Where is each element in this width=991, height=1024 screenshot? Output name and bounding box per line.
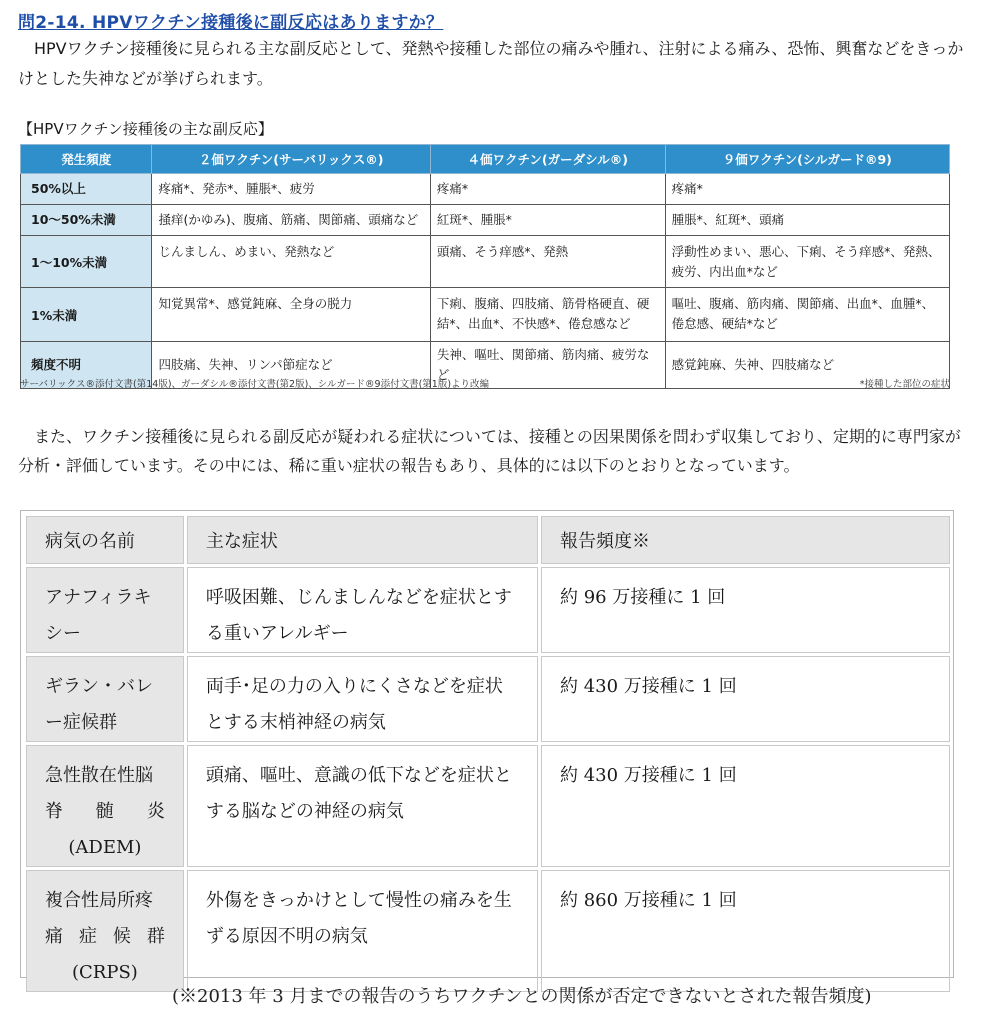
injection-site-note: *接種した部位の症状 xyxy=(859,379,950,390)
disease-symptom: 呼吸困難、じんましんなどを症状とする重いアレルギー xyxy=(187,567,538,653)
bivalent-cell: 疼痛*、発赤*、腫脹*、疲労 xyxy=(152,174,430,205)
table-row xyxy=(26,870,950,992)
bivalent-cell: 四肢痛、失神、リンパ節症など xyxy=(152,342,430,389)
header-quadrivalent: ４価ワクチン(ガーダシル®) xyxy=(430,145,665,174)
table-row xyxy=(21,236,950,288)
header-bivalent: ２価ワクチン(サーバリックス®) xyxy=(152,145,430,174)
disease-name: ギラン・バレー症候群 xyxy=(26,656,184,742)
disease-symptom: 両手･足の力の入りにくさなどを症状とする末梢神経の病気 xyxy=(187,656,538,742)
frequency-footnote: (※2013 年 3 月までの報告のうちワクチンとの関係が否定できないとされた報告頻度) xyxy=(172,986,872,1007)
quadrivalent-cell: 紅斑*、腫脹* xyxy=(430,205,665,236)
table-row xyxy=(26,567,950,653)
quadrivalent-cell: 頭痛、そう痒感*、発熱 xyxy=(430,236,665,288)
nonavalent-cell: 疼痛* xyxy=(665,174,949,205)
name-char: 痛 xyxy=(45,926,63,947)
header-report-frequency: 報告頻度※ xyxy=(541,516,950,564)
nonavalent-cell: 浮動性めまい、悪心、下痢、そう痒感*、発熱、疲労、内出血*など xyxy=(665,236,949,288)
disease-frequency: 約 860 万接種に 1 回 xyxy=(541,870,950,992)
bivalent-cell: じんましん、めまい、発熱など xyxy=(152,236,430,288)
quadrivalent-cell: 下痢、腹痛、四肢痛、筋骨格硬直、硬結*、出血*、不快感*、倦怠感など xyxy=(430,288,665,342)
header-main-symptoms: 主な症状 xyxy=(187,516,538,564)
name-char: 群 xyxy=(146,926,165,947)
nonavalent-cell: 腫脹*、紅斑*、頭痛 xyxy=(665,205,949,236)
nonavalent-cell: 嘔吐、腹痛、筋肉痛、関節痛、出血*、血腫*、倦怠感、硬結*など xyxy=(665,288,949,342)
disease-name: アナフィラキシー xyxy=(26,567,184,653)
disease-abbreviation: (CRPS) xyxy=(72,962,138,983)
disease-abbreviation: (ADEM) xyxy=(68,837,142,858)
side-effects-table-title: 【HPVワクチン接種後の主な副反応】 xyxy=(18,120,273,138)
disease-name xyxy=(26,745,184,867)
table-row xyxy=(21,174,950,205)
bivalent-cell: 知覚異常*、感覚鈍麻、全身の脱力 xyxy=(152,288,430,342)
disease-frequency: 約 96 万接種に 1 回 xyxy=(541,567,950,653)
disease-table xyxy=(23,513,953,995)
disease-table-frame xyxy=(20,510,954,983)
question-title: 問2-14. HPVワクチン接種後に副反応はありますか？ xyxy=(18,13,444,33)
name-char: 脊 xyxy=(45,801,63,822)
disease-name-spaced-line xyxy=(45,919,165,955)
name-char: 候 xyxy=(112,926,131,947)
quadrivalent-cell: 疼痛* xyxy=(430,174,665,205)
name-char: 炎 xyxy=(146,801,165,822)
header-frequency: 発生頻度 xyxy=(21,145,152,174)
frequency-label: 1～10%未満 xyxy=(21,236,152,288)
table-row xyxy=(26,656,950,742)
table-source-note: サーバリックス®添付文書(第14版)、ガーダシル®添付文書(第2版)、シルガード®9添付文書(第1版)より改編 xyxy=(20,379,490,390)
surveillance-paragraph: また、ワクチン接種後に見られる副反応が疑われる症状については、接種との因果関係を問わず収集しており、定期的に専門家が分析・評価しています。その中には、稀に重い症状の報告もあり、具体的には以下のとおりとなっています。 xyxy=(18,427,961,475)
side-effects-table xyxy=(20,144,950,389)
disease-name-line: 急性散在性脳 xyxy=(45,765,153,786)
table-row xyxy=(21,288,950,342)
header-nonavalent: ９価ワクチン(シルガード®9) xyxy=(665,145,949,174)
header-disease-name: 病気の名前 xyxy=(26,516,184,564)
table-row xyxy=(21,205,950,236)
nonavalent-cell: 感覚鈍麻、失神、四肢痛など xyxy=(665,342,949,389)
table-row xyxy=(26,745,950,867)
quadrivalent-cell: 失神、嘔吐、関節痛、筋肉痛、疲労など xyxy=(430,342,665,389)
intro-paragraph: HPVワクチン接種後に見られる主な副反応として、発熱や接種した部位の痛みや腫れ、注射による痛み、恐怖、興奮などをきっかけとした失神などが挙げられます。 xyxy=(18,39,964,88)
frequency-label: 10～50%未満 xyxy=(21,205,152,236)
frequency-label: 50%以上 xyxy=(21,174,152,205)
disease-name-spaced-line xyxy=(45,794,165,830)
frequency-label: 頻度不明 xyxy=(21,342,152,389)
disease-header-row xyxy=(26,516,950,564)
frequency-label: 1%未満 xyxy=(21,288,152,342)
disease-name xyxy=(26,870,184,992)
side-effects-header-row xyxy=(21,145,950,174)
disease-symptom: 頭痛、嘔吐、意識の低下などを症状とする脳などの神経の病気 xyxy=(187,745,538,867)
name-char: 髄 xyxy=(95,801,114,822)
disease-frequency: 約 430 万接種に 1 回 xyxy=(541,745,950,867)
name-char: 症 xyxy=(78,926,97,947)
disease-symptom: 外傷をきっかけとして慢性の痛みを生ずる原因不明の病気 xyxy=(187,870,538,992)
disease-frequency: 約 430 万接種に 1 回 xyxy=(541,656,950,742)
bivalent-cell: 掻痒(かゆみ)、腹痛、筋痛、関節痛、頭痛など xyxy=(152,205,430,236)
disease-name-line: 複合性局所疼 xyxy=(45,890,153,911)
